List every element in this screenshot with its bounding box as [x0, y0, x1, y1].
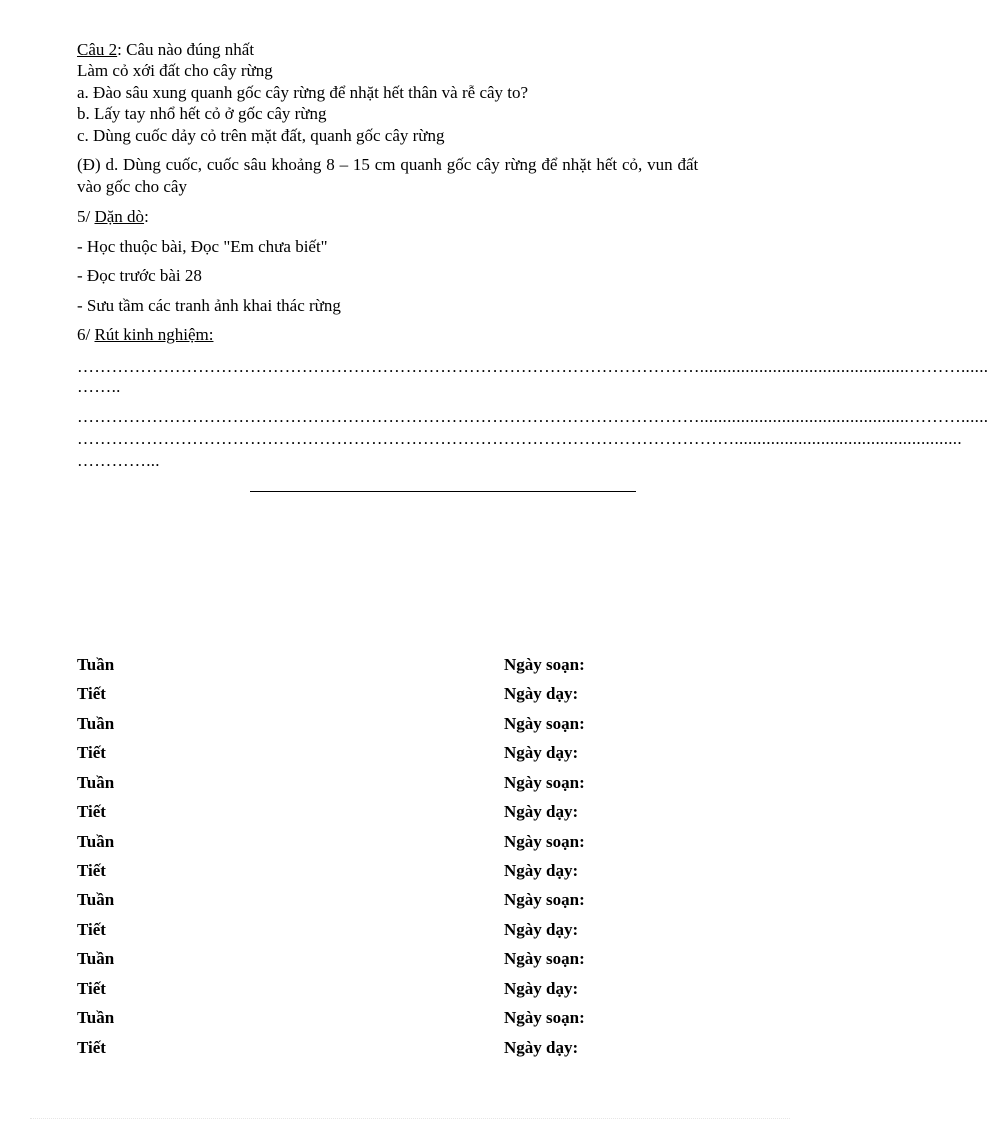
schedule-right-label: Ngày soạn: [504, 949, 585, 968]
schedule-left-label: Tuần [77, 832, 115, 851]
homework-item: - Sưu tầm các tranh ảnh khai thác rừng [77, 296, 341, 315]
schedule-right-label: Ngày soạn: [504, 714, 585, 733]
dotted-line: …………... [77, 451, 160, 470]
schedule-left-label: Tiết [77, 743, 106, 762]
dotted-line: …………………………………………………………………………………………………….................................................. [77, 429, 962, 448]
schedule-right-label: Ngày dạy: [504, 1038, 579, 1057]
schedule-right-label: Ngày soạn: [504, 1008, 585, 1027]
schedule-left-label: Tiết [77, 1038, 106, 1057]
homework-title-suffix: : [144, 207, 149, 226]
schedule-right-label: Ngày soạn: [504, 773, 585, 792]
schedule-right-label: Ngày soạn: [504, 832, 585, 851]
question-heading [77, 40, 254, 60]
answer-line-2: vào gốc cho cây [77, 177, 187, 196]
option-b: b. Lấy tay nhổ hết cỏ ở gốc cây rừng [77, 104, 327, 123]
schedule-right-label: Ngày dạy: [504, 920, 579, 939]
question-label-suffix: : Câu nào đúng nhất [117, 40, 255, 59]
homework-item: - Đọc trước bài 28 [77, 266, 202, 285]
section-divider [250, 491, 636, 492]
schedule-left-label: Tiết [77, 861, 106, 880]
schedule-left-label: Tuần [77, 890, 115, 909]
schedule-left-label: Tiết [77, 684, 106, 703]
schedule-left-label: Tuần [77, 773, 115, 792]
experience-heading [77, 325, 213, 345]
option-c: c. Dùng cuốc dảy cỏ trên mặt đất, quanh gốc cây rừng [77, 126, 445, 145]
schedule-left-label: Tiết [77, 920, 106, 939]
schedule-right-label: Ngày dạy: [504, 802, 579, 821]
homework-heading [77, 207, 149, 227]
answer-line-1: (Đ) d. Dùng cuốc, cuốc sâu khoảng 8 – 15 cm quanh gốc cây rừng để nhặt hết cỏ, vun đất [77, 155, 699, 174]
dotted-line: ………………………………………………………………………………………………..............................................………...... [77, 407, 988, 426]
dotted-line: ………………………………………………………………………………………………..............................................………...... [77, 357, 988, 376]
homework-number: 5/ [77, 207, 95, 226]
schedule-right-label: Ngày soạn: [504, 890, 585, 909]
schedule-left-label: Tiết [77, 802, 106, 821]
experience-number: 6/ [77, 325, 95, 344]
question-label: Câu 2 [77, 40, 118, 59]
schedule-left-label: Tiết [77, 979, 106, 998]
schedule-right-label: Ngày dạy: [504, 861, 579, 880]
dotted-line: …….. [77, 377, 121, 396]
page-bottom-border [30, 1118, 790, 1119]
experience-title: Rút kinh nghiệm: [94, 325, 214, 344]
schedule-right-label: Ngày dạy: [504, 743, 579, 762]
schedule-right-label: Ngày dạy: [504, 979, 579, 998]
schedule-right-label: Ngày soạn: [504, 655, 585, 674]
schedule-left-label: Tuần [77, 1008, 115, 1027]
question-prompt: Làm cỏ xới đất cho cây rừng [77, 61, 273, 80]
schedule-left-label: Tuần [77, 714, 115, 733]
schedule-left-label: Tuần [77, 949, 115, 968]
option-a: a. Đào sâu xung quanh gốc cây rừng để nhặt hết thân và rễ cây to? [77, 83, 529, 102]
homework-item: - Học thuộc bài, Đọc "Em chưa biết" [77, 237, 328, 256]
schedule-left-label: Tuần [77, 655, 115, 674]
schedule-right-label: Ngày dạy: [504, 684, 579, 703]
homework-title: Dặn dò [94, 207, 145, 226]
